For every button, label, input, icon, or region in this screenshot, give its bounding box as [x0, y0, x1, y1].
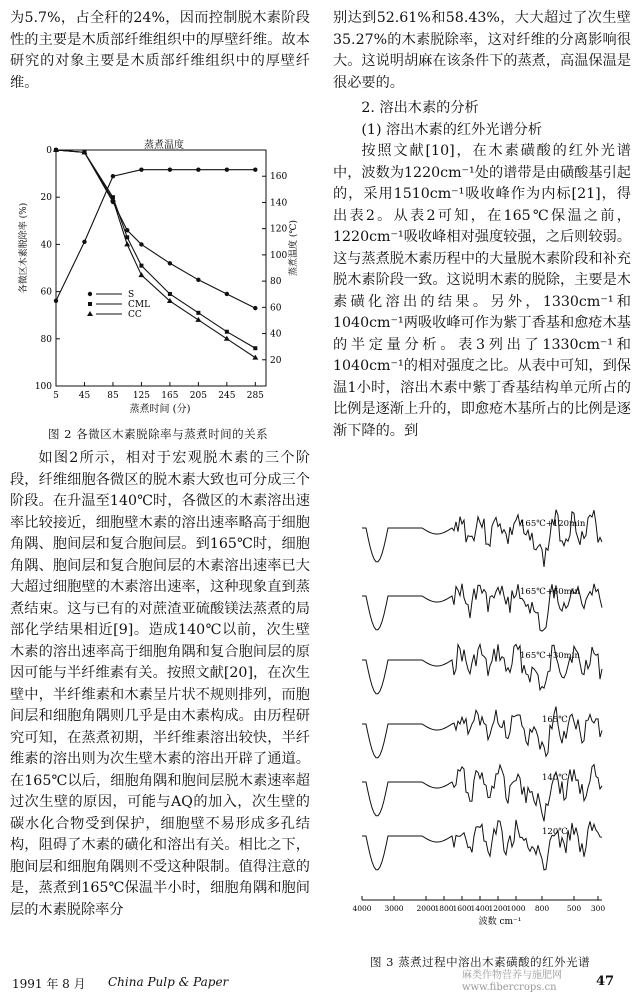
data-point: [253, 306, 257, 310]
body-text: [10, 448, 310, 921]
spectra-x-tick-label: 1200: [488, 904, 508, 913]
y-left-tick-label: 60: [40, 287, 52, 298]
x-tick-label: 45: [78, 391, 91, 401]
spectrum-label-165: 165℃: [542, 715, 568, 725]
chart-y-left-label: 各微区木素脱除率 (%): [19, 202, 29, 294]
spectrum-label-140: 140℃: [542, 773, 568, 783]
series-line-0: [56, 170, 255, 301]
data-point: [252, 355, 258, 360]
continued-paragraph: 别达到52.61%和58.43%，大大超过了次生壁35.27%的木素脱除率，这对纤维的分离影响很大。这说明胡麻在该条件下的蒸煮，高温保温是很必要的。: [333, 10, 631, 91]
data-point: [82, 240, 86, 244]
chart-top-label: 蒸煮温度: [144, 140, 184, 151]
figure-3-caption: 图 3 蒸煮过程中溶出木素磺酸的红外光谱: [370, 955, 591, 969]
spectra-x-tick-label: 1800: [434, 904, 454, 913]
data-point: [225, 330, 229, 334]
x-tick-label: 125: [132, 391, 151, 401]
legend-label-cml: CML: [128, 300, 151, 310]
data-point: [225, 167, 229, 171]
chart-x-axis-label: 蒸煮时间 (分): [129, 404, 191, 415]
data-point: [168, 167, 172, 171]
spectra-x-tick-label: 4000: [352, 904, 372, 913]
data-point: [195, 317, 201, 322]
data-point: [139, 167, 143, 171]
data-point: [224, 336, 230, 341]
data-point: [139, 264, 143, 268]
spectra-x-tick-label: 800: [534, 904, 550, 913]
series-line-2: [56, 150, 255, 348]
y-right-tick-label: 40: [270, 329, 282, 340]
subsection-heading: (1) 溶出木素的红外光谱分析: [361, 121, 543, 138]
data-point: [253, 346, 257, 350]
spectrum-label-120: 120℃: [542, 827, 568, 837]
spectra-x-tick-label: 500: [566, 904, 582, 913]
spectra-x-tick-label: 3000: [384, 904, 404, 913]
y-right-tick-label: 120: [270, 224, 288, 235]
x-tick-label: 245: [218, 391, 236, 401]
y-left-tick-label: 0: [46, 146, 52, 156]
spectra-x-tick-label: 1600: [452, 904, 472, 913]
y-left-tick-label: 20: [40, 193, 52, 204]
data-point: [196, 311, 200, 315]
intro-paragraph: 为5.7%，占全秆的24%，因而控制脱木素阶段性的主要是木质部纤维组织中的厚壁纤维。故本研究的对象主要是木质部纤维组织中的厚壁纤维。: [10, 10, 310, 91]
figure-2-caption: 图 2 各微区木素脱除率与蒸煮时间的关系: [48, 427, 269, 441]
intro-text: [10, 8, 310, 94]
chart-frame: [56, 150, 266, 386]
data-point: [168, 261, 172, 265]
data-point: [139, 242, 143, 246]
data-point: [196, 167, 200, 171]
x-tick-label: 205: [189, 391, 207, 401]
x-tick-label: 285: [246, 391, 264, 401]
body-paragraph: 如图2所示，相对于宏观脱木素的三个阶段，纤维细胞各微区的脱木素大致也可分成三个阶段。在升温至140℃时，各微区的木素溶出速率比较接近，细胞壁木素的溶出速率略高于细胞角隅、胞间层和复合胞间层。到165℃时，细胞角隅、胞间层和复合胞间层的木素溶出速率已大大超过细胞壁的木素溶出速率，这种现象直到蒸煮结束。这与已有的对蔗渣亚硫酸镁法蒸煮的局部化学结果相近[9]。造成140℃以前，次生壁木素的溶出速率高于细胞角隅和复合胞间层的原因可能与半纤维素有关。按照文献[20]，在次生壁中，半纤维素和木素呈片状不规则排列，而胞间层和细胞角隅则几乎是由木素构成。由历程研究可知，在蒸煮初期，半纤维素溶出较快，半纤维素的溶出则为次生壁木素的溶出开辟了通道。在165℃以后，细胞角隅和胞间层脱木素速率超过次生壁的原因，可能与AQ的加入，次生壁的碳水化合物受到保护，细胞壁不易形成多孔结构，阻碍了木素的磺化和溶出有关。相比之下，胞间层和细胞角隅则不受这种限制。值得注意的是，蒸煮到165℃保温半小时，细胞角隅和胞间层的木素脱除率分: [10, 450, 310, 918]
figure-3-spectra: [352, 488, 612, 928]
watermark-text: 麻类作物营养与施肥网 www.fibercrops.cn: [462, 970, 562, 993]
x-tick-label: 5: [53, 391, 59, 401]
y-right-tick-label: 140: [270, 198, 288, 209]
legend-label-s: S: [128, 290, 135, 300]
y-right-tick-label: 160: [270, 172, 288, 183]
series-line-1: [56, 150, 255, 308]
data-point: [54, 299, 58, 303]
legend-marker-cc: [87, 311, 93, 316]
legend-label-cc: CC: [128, 310, 142, 320]
data-point: [253, 167, 257, 171]
footer-date: 1991 年 8 月: [12, 977, 86, 991]
figure-2-chart: [12, 128, 304, 418]
spectra-x-tick-label: 2000: [416, 904, 436, 913]
section-heading: 2. 溶出木素的分析: [361, 100, 479, 116]
page-number: 47: [596, 974, 615, 989]
chart-legend: [87, 290, 150, 320]
y-right-tick-label: 20: [270, 355, 282, 366]
y-right-tick-label: 80: [270, 277, 282, 288]
data-point: [138, 272, 144, 277]
y-left-tick-label: 100: [34, 382, 52, 392]
data-point: [168, 292, 172, 296]
ir-paragraph: 按照文献[10]，在木素磺酸的红外光谱中，波数为1220cm⁻¹处的谱带是由磺酸基引起的，采用1510cm⁻¹吸收峰作为内标[21]，得出表2。从表2可知，在165℃保温之前，1220cm⁻¹吸收峰相对强度较强，之后则较弱。这与蒸煮脱木素历程中的大量脱木素阶段和补充脱木素阶段一致。这说明木素的脱除，主要是木素磺化溶出的结果。另外，1330cm⁻¹和1040cm⁻¹两吸收峰可作为紫丁香基和愈疮木基的半定量分析。表3列出了1330cm⁻¹和1040cm⁻¹的相对强度之比。从表中可知，到保温1小时，溶出木素中紫丁香基结构单元所占的比例是逐渐上升的，即愈疮木基所占的比例是逐渐下降的。到: [333, 143, 631, 439]
spectra-x-tick-label: 300: [590, 904, 606, 913]
spectrum-label-165-120: 165℃+120min: [520, 519, 586, 529]
spectra-x-tick-label: 1400: [470, 904, 490, 913]
data-point: [111, 174, 115, 178]
spectra-x-tick-label: 1000: [506, 904, 526, 913]
x-tick-label: 85: [107, 391, 119, 401]
data-point: [196, 278, 200, 282]
y-right-tick-label: 60: [270, 303, 282, 314]
right-text: [333, 8, 631, 442]
y-left-tick-label: 80: [40, 334, 52, 345]
y-left-tick-label: 40: [40, 240, 52, 251]
chart-y-right-label: 蒸煮温度 (℃): [289, 220, 299, 276]
legend-marker-s: [88, 292, 92, 296]
legend-marker-cml: [88, 302, 92, 306]
spectrum-label-165-30: 165℃+30min: [520, 651, 580, 661]
spectrum-label-165-60: 165℃+60min: [520, 587, 580, 597]
footer-journal: China Pulp & Paper: [108, 975, 229, 989]
data-point: [225, 292, 229, 296]
spectra-x-axis-label: 波数 cm⁻¹: [478, 917, 522, 927]
y-right-tick-label: 100: [270, 250, 288, 261]
x-tick-label: 165: [161, 391, 179, 401]
